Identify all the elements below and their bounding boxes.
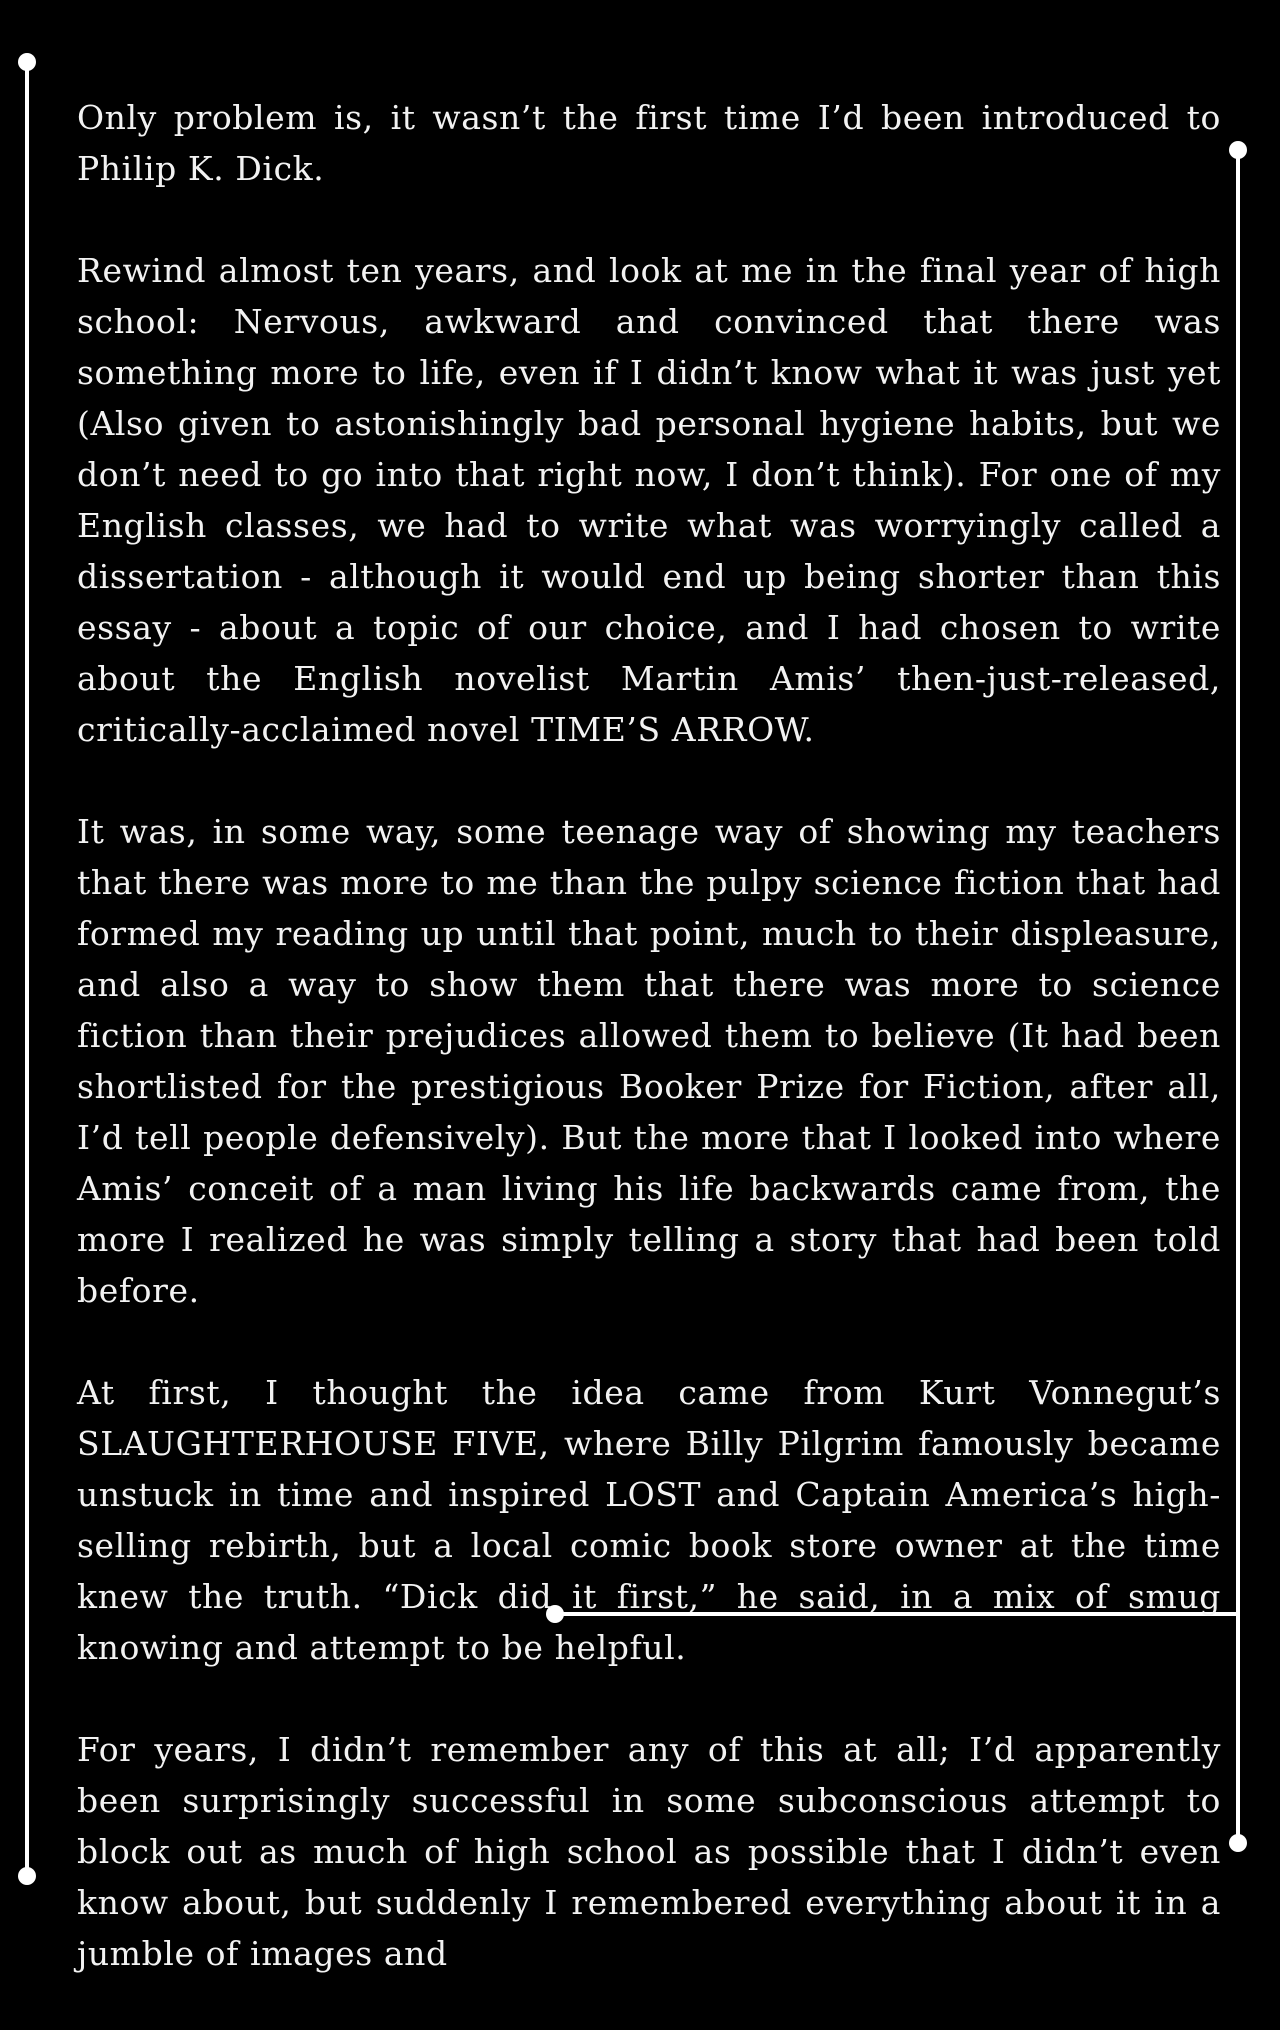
paragraph-1: Only problem is, it wasn’t the first time I’d been introduced to Philip K. Dick. [77,98,1221,188]
paragraph-2: Rewind almost ten years, and look at me in the final year of high school: Nervous, awkward and convinced that there was something more to life, even if I didn’t know what it was just yet (Also given to astonishingly bad personal hygiene habits, but we don’t need to go into that right now, I don’t think). For one of my English classes, we had to write what was worryingly called a dissertation - although it would end up being shorter than this essay - about a topic of our choice, and I had chosen to write about the English novelist Martin Amis’ then-just-released, critically-acclaimed novel TIME’S ARROW. [77,251,1221,749]
essay-text [77,92,1221,2030]
paragraph-4: At first, I thought the idea came from Kurt Vonnegut’s SLAUGHTERHOUSE FIVE, where Billy Pilgrim famously became unstuck in time and inspired LOST and Captain America’s high-selling rebirth, but a local comic book store owner at the time knew the truth. “Dick did it first,” he said, in a mix of smug knowing and attempt to be helpful. [77,1373,1221,1667]
right-bottom-node [1229,1834,1247,1852]
right-top-node [1229,141,1247,159]
paragraph-3: It was, in some way, some teenage way of showing my teachers that there was more to me than the pulpy science fiction that had formed my reading up until that point, much to their displeasure, and also a way to show them that there was more to science fiction than their prejudices allowed them to believe (It had been shortlisted for the prestigious Booker Prize for Fiction, after all, I’d tell people defensively). But the more that I looked into where Amis’ conceit of a man living his life backwards came from, the more I realized he was simply telling a story that had been told before. [77,812,1221,1310]
left-top-node [18,53,36,71]
left-bottom-node [18,1867,36,1885]
paragraph-5: For years, I didn’t remember any of this at all; I’d apparently been surprisingly successful in some subconscious attempt to block out as much of high school as possible that I didn’t even know about, but suddenly I remembered everything about it in a jumble of images and [77,1730,1221,1973]
